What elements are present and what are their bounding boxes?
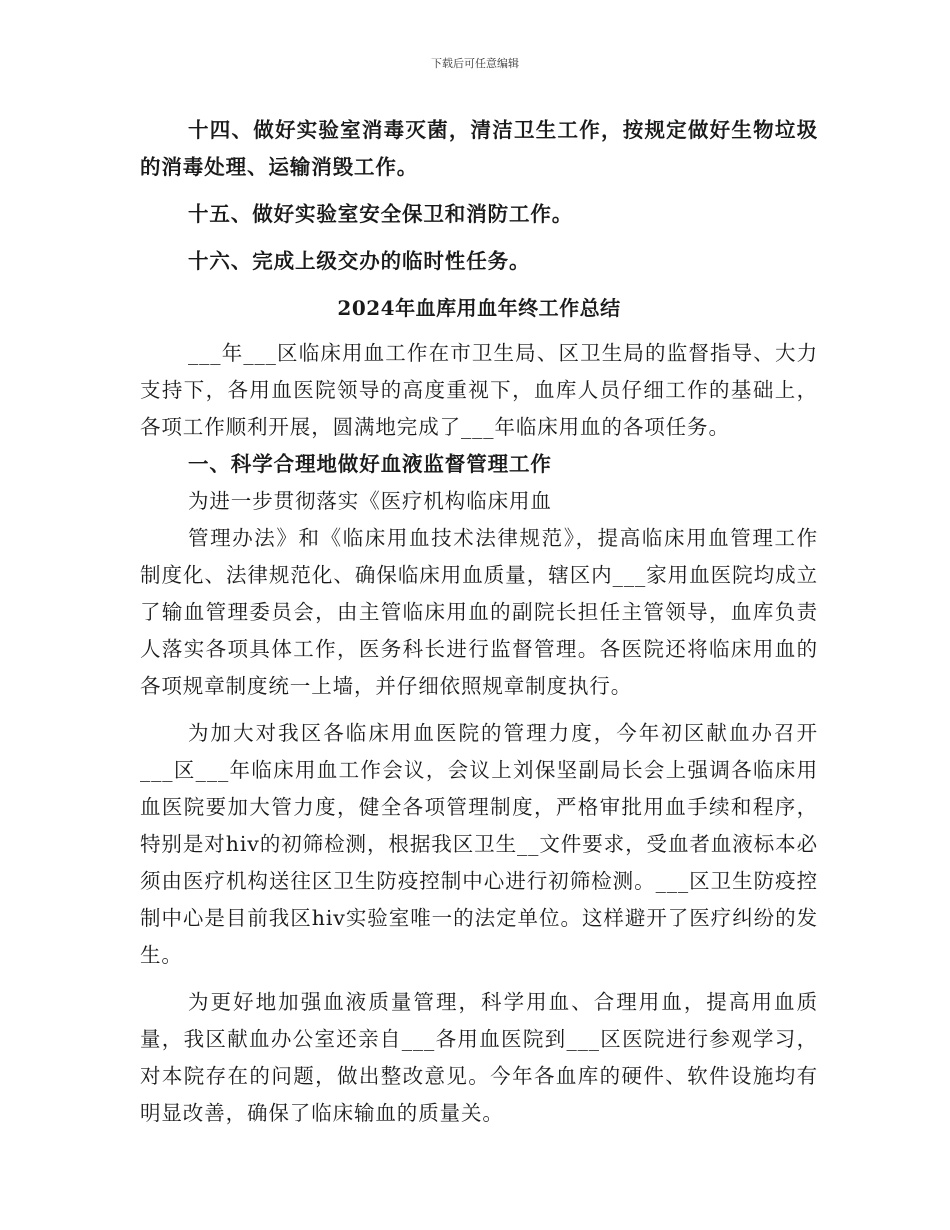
item-15: 十五、做好实验室安全保卫和消防工作。	[188, 202, 574, 226]
document-title: 2024年血库用血年终工作总结	[337, 296, 621, 320]
paragraph-1-line-1: 为进一步贯彻落实《医疗机构临床用血	[188, 489, 552, 513]
section-heading-1: 一、科学合理地做好血液监督管理工作	[188, 452, 552, 476]
item-14: 十四、做好实验室消毒灭菌，清洁卫生工作，按规定做好生物垃圾的消毒处理、运输消毁工作。	[140, 118, 818, 179]
paragraph-1: 管理办法》和《临床用血技术法律规范》，提高临床用血管理工作制度化、法律规范化、确保临床用血质量，辖区内___家用血医院均成立了输血管理委员会，由主管临床用血的副院长担任主管领导，血库负责人落实各项具体工作，医务科长进行监督管理。各医院还将临床用血的各项规章制度统一上墙，并仔细依照规章制度执行。	[140, 526, 818, 698]
paragraph-2: 为加大对我区各临床用血医院的管理力度，今年初区献血办召开___区___年临床用血工作会议，会议上刘保坚副局长会上强调各临床用血医院要加大管力度，健全各项管理制度，严格审批用血手续和程序，特别是对hiv的初筛检测，根据我区卫生__文件要求，受血者血液标本必须由医疗机构送往区卫生防疫控制中心进行初筛检测。___区卫生防疫控制中心是目前我区hiv实验室唯一的法定单位。这样避开了医疗纠纷的发生。	[140, 721, 818, 967]
document-body	[140, 112, 818, 1132]
item-16: 十六、完成上级交办的临时性任务。	[188, 249, 531, 273]
page-header: 下载后可任意编辑	[431, 57, 519, 70]
intro-paragraph: ___年___区临床用血工作在市卫生局、区卫生局的监督指导、大力支持下，各用血医院领导的高度重视下，血库人员仔细工作的基础上，各项工作顺利开展，圆满地完成了___年临床用血的各项任务。	[140, 341, 818, 439]
paragraph-3: 为更好地加强血液质量管理，科学用血、合理用血，提高用血质量，我区献血办公室还亲自___各用血医院到___区医院进行参观学习，对本院存在的问题，做出整改意见。今年各血库的硬件、软件设施均有明显改善，确保了临床输血的质量关。	[140, 990, 818, 1125]
